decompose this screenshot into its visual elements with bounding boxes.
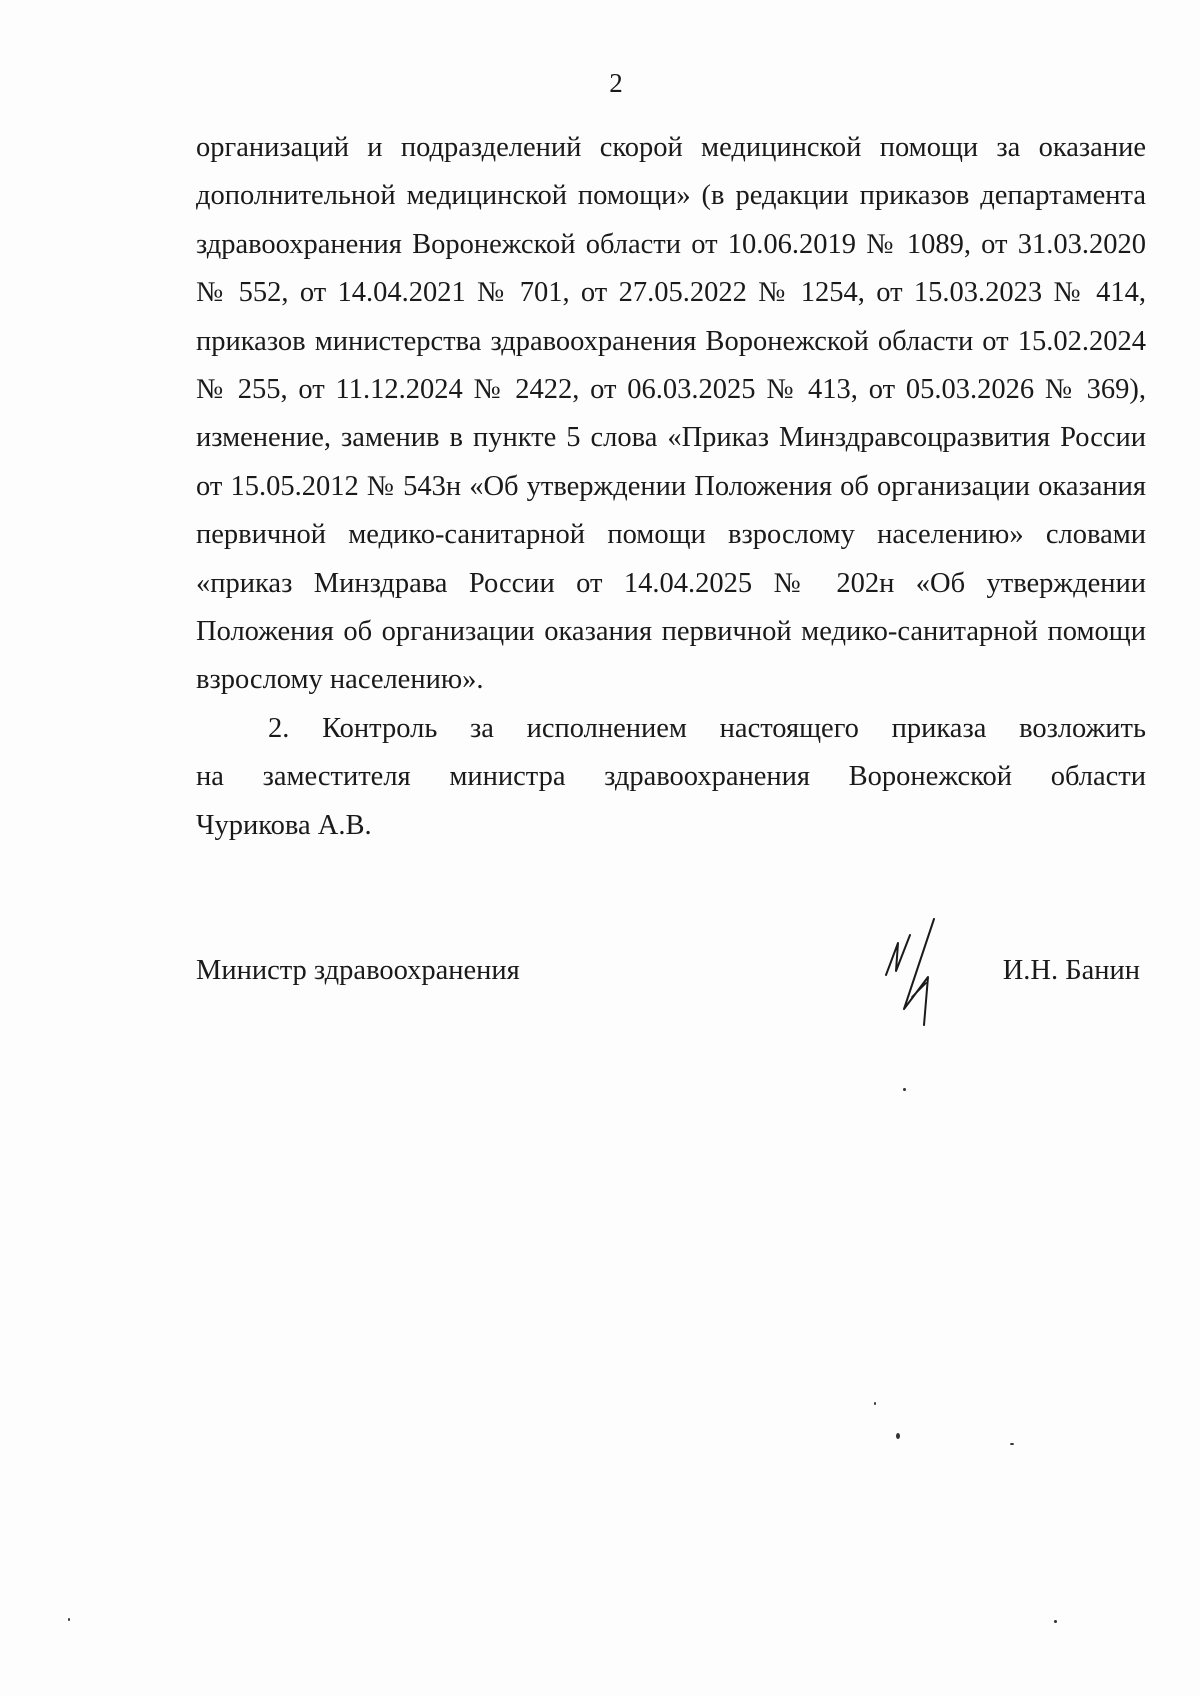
text-line: дополнительной медицинской помощи» (в редакции приказов департамента — [196, 180, 1146, 212]
handwritten-signature — [876, 913, 986, 1033]
document-body — [196, 124, 1146, 850]
text-line: 2. Контроль за исполнением настоящего приказа возложить — [268, 712, 1146, 744]
signature-block — [196, 955, 1146, 1065]
text-line: первичной медико-санитарной помощи взрослому населению» словами — [196, 519, 1146, 551]
text-line: на заместителя министра здравоохранения Воронежской области — [196, 761, 1146, 793]
paragraph-1 — [196, 124, 1146, 705]
text-line: изменение, заменив в пункте 5 слова «Приказ Минздравсоцразвития России — [196, 422, 1146, 454]
scan-speck — [1010, 1443, 1014, 1445]
text-line: здравоохранения Воронежской области от 10.06.2019 № 1089, от 31.03.2020 — [196, 228, 1146, 260]
scan-speck — [896, 1433, 900, 1439]
text-line: «приказ Минздрава России от 14.04.2025 № 202н «Об утверждении — [196, 567, 1146, 599]
signatory-name: И.Н. Банин — [1002, 955, 1140, 986]
text-line: № 552, от 14.04.2021 № 701, от 27.05.2022 № 1254, от 15.03.2023 № 414, — [196, 277, 1146, 309]
signatory-title: Министр здравоохранения — [196, 955, 520, 986]
paragraph-2 — [196, 705, 1146, 850]
page-number: 2 — [609, 68, 623, 98]
text-line: приказов министерства здравоохранения Воронежской области от 15.02.2024 — [196, 325, 1146, 357]
scan-speck — [1054, 1620, 1057, 1623]
scan-speck — [903, 1088, 906, 1091]
text-line: Положения об организации оказания первичной медико-санитарной помощи — [196, 616, 1146, 648]
scan-speck — [874, 1402, 876, 1405]
text-line: № 255, от 11.12.2024 № 2422, от 06.03.2025 № 413, от 05.03.2026 № 369), — [196, 374, 1146, 406]
text-line: взрослому населению». — [196, 664, 484, 696]
text-line: Чурикова А.В. — [196, 809, 372, 841]
scan-speck — [68, 1618, 70, 1621]
text-line: от 15.05.2012 № 543н «Об утверждении Положения об организации оказания — [196, 470, 1146, 502]
text-line: организаций и подразделений скорой медицинской помощи за оказание — [196, 132, 1146, 163]
